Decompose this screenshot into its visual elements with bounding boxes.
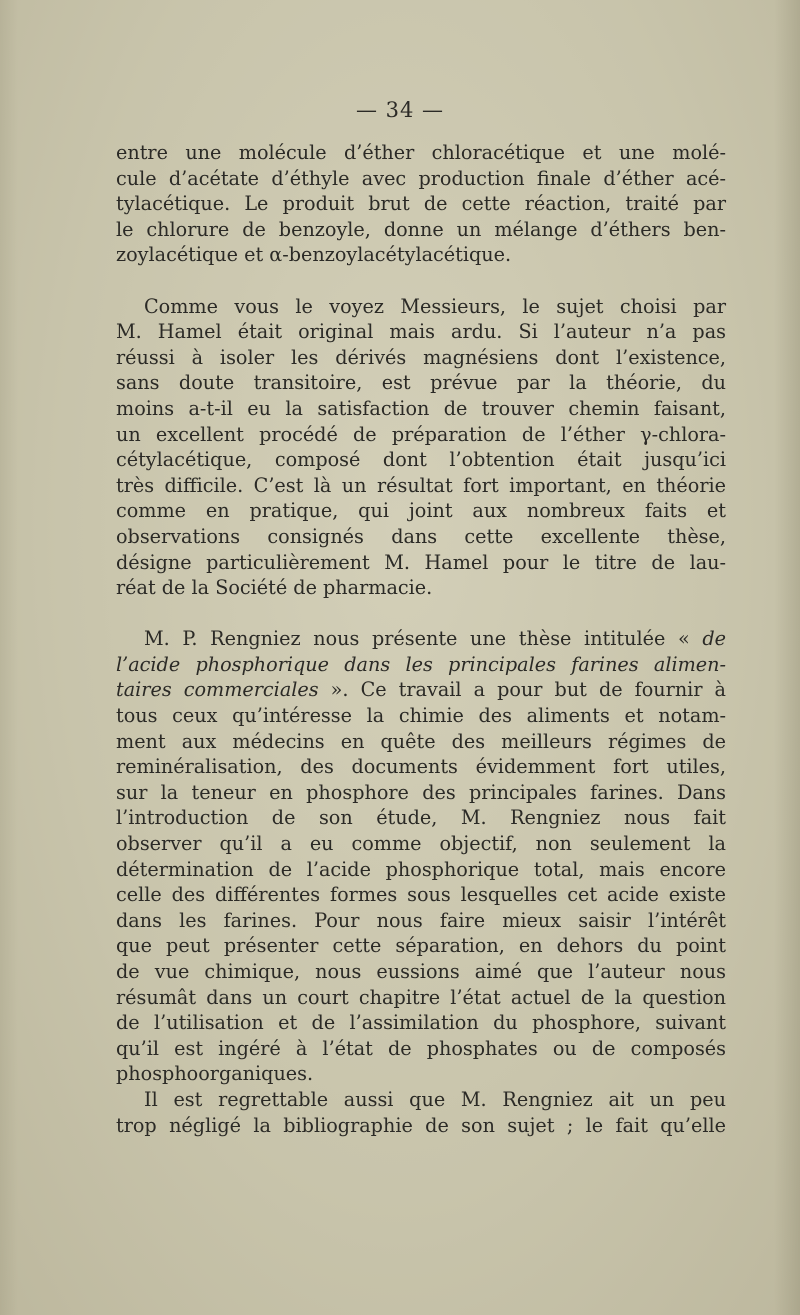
text-line: Comme vous le voyez Messieurs, le sujet choisi par [144, 294, 726, 318]
text-line: de l’utilisation et de l’assimilation du phosphore, suivant [116, 1011, 726, 1035]
text-line: de vue chimique, nous eussions aimé que l’auteur nous [116, 960, 726, 983]
text-line: sans doute transitoire, est prévue par la théorie, du [116, 371, 726, 395]
text-line: cule d’acétate d’éthyle avec production finale d’éther acé- [116, 166, 726, 190]
text-line: observer qu’il a eu comme objectif, non seulement la [116, 832, 726, 856]
text-line: que peut présenter cette séparation, en dehors du point [116, 934, 726, 958]
text-line: l’introduction de son étude, M. Rengniez nous fait [116, 806, 726, 830]
text-line: tylacétique. Le produit brut de cette réaction, traité par [116, 192, 726, 216]
text-line: résumât dans un court chapitre l’état actuel de la question [116, 985, 726, 1009]
text-line: désigne particulièrement M. Hamel pour le titre de lau- [116, 550, 726, 574]
text-line: celle des différentes formes sous lesquelles cet acide existe [116, 883, 726, 907]
text-line: cétylacétique, composé dont l’obtention était jusqu’ici [116, 448, 726, 472]
text-line: réussi à isoler les dérivés magnésiens dont l’existence, [116, 345, 726, 369]
text-line: très difficile. C’est là un résultat fort important, en théorie [116, 473, 726, 497]
page-number: — 34 — [355, 98, 445, 122]
thesis-title-italic: l’acide phosphorique dans les principales farines alimen- [116, 652, 726, 676]
text-line: un excellent procédé de préparation de l’éther γ-chlora- [116, 422, 726, 446]
text-line: M. Hamel était original mais ardu. Si l’auteur n’a pas [116, 320, 726, 344]
text-line: entre une molécule d’éther chloracétique et une molé- [116, 141, 726, 164]
text-line: le chlorure de benzoyle, donne un mélange d’éthers ben- [116, 217, 726, 241]
text-line: réat de la Société de pharmacie. [116, 576, 433, 600]
paragraph-3 [116, 626, 726, 1087]
text-line: qu’il est ingéré à l’état de phosphates ou de composés [116, 1036, 726, 1060]
text-line [116, 677, 726, 703]
paragraph-1 [116, 140, 726, 268]
text-line: reminéralisation, des documents évidemment fort utiles, [116, 755, 726, 779]
text-line: trop négligé la bibliographie de son sujet ; le fait qu’elle [116, 1113, 726, 1137]
text-line: sur la teneur en phosphore des principales farines. Dans [116, 780, 726, 804]
text-line: dans les farines. Pour nous faire mieux saisir l’intérêt [116, 908, 726, 932]
text-run: ». Ce travail a pour but de fournir à [318, 678, 726, 702]
text-line [116, 626, 726, 652]
thesis-title-italic: de [702, 627, 726, 651]
body-text [116, 140, 726, 1138]
text-line: zoylacétique et α-benzoylacétylacétique. [116, 243, 512, 267]
text-line: tous ceux qu’intéresse la chimie des aliments et notam- [116, 704, 726, 728]
text-line: phosphoorganiques. [116, 1062, 314, 1086]
paragraph-4 [116, 1087, 726, 1138]
text-line: comme en pratique, qui joint aux nombreux faits et [116, 499, 726, 523]
thesis-title-italic: taires commerciales [116, 678, 319, 702]
paragraph-2 [116, 294, 726, 601]
text-run: M. P. Rengniez nous présente une thèse intitulée « [144, 627, 703, 651]
text-line: moins a-t-il eu la satisfaction de trouver chemin faisant, [116, 396, 726, 420]
text-line: Il est regrettable aussi que M. Rengniez ait un peu [144, 1087, 726, 1111]
text-line: ment aux médecins en quête des meilleurs régimes de [116, 729, 726, 753]
text-line: détermination de l’acide phosphorique total, mais encore [116, 857, 726, 881]
text-line: observations consignés dans cette excellente thèse, [116, 524, 726, 548]
